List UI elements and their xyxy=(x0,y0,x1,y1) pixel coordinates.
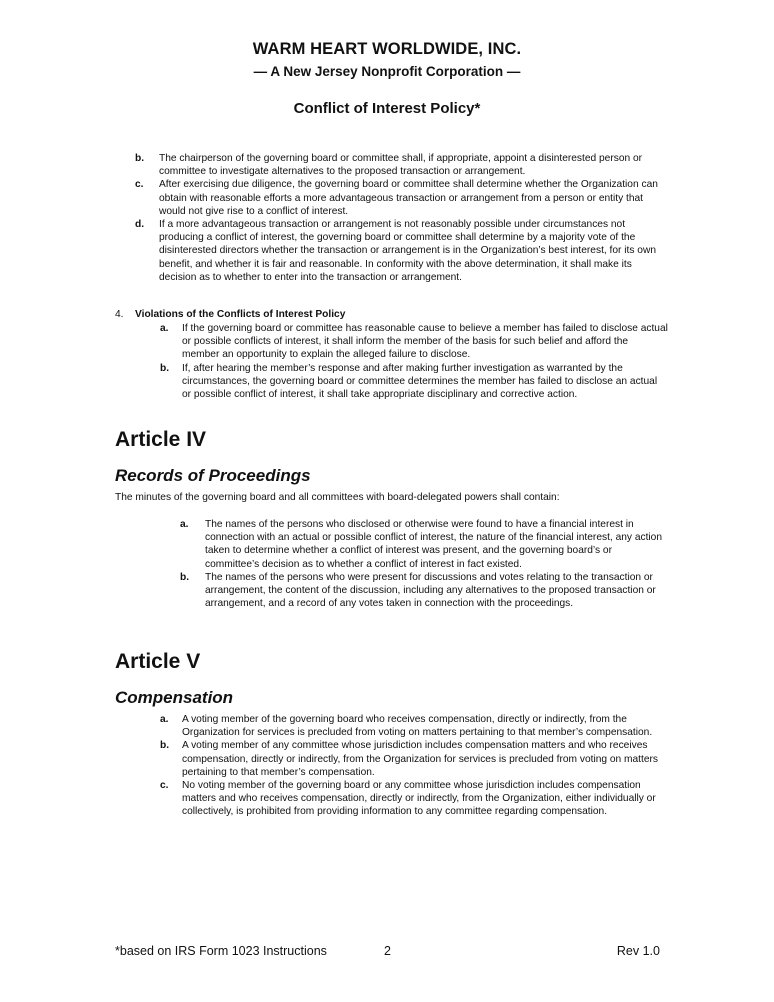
records-list xyxy=(180,518,666,610)
item-label: a. xyxy=(160,323,169,334)
list-item xyxy=(160,362,668,402)
list-item xyxy=(135,178,663,218)
continued-list xyxy=(135,152,663,284)
article-heading: Article V xyxy=(115,650,201,673)
organization-subtitle: — A New Jersey Nonprofit Corporation — xyxy=(253,64,521,79)
item-text: If, after hearing the member’s response and after making further investigation as warranted by the circumstances, the governing board or committee determines the member has failed to disclose an actual or possible conflict of interest, it shall take appropriate disciplinary and corrective action. xyxy=(182,362,658,401)
item-text: After exercising due diligence, the governing board or committee shall determine whether the Organization can obtain with reasonable efforts a more advantageous transaction or arrangement from a person or entity that would not give rise to a conflict of interest. xyxy=(159,179,658,217)
item-text: The names of the persons who were present for discussions and votes relating to the transaction or arrangement, the content of the discussion, including any alternatives to the proposed transaction or arrangement, and a record of any votes taken in connection with the proceedings. xyxy=(205,571,656,610)
item-label: c. xyxy=(135,179,144,191)
footer-note: *based on IRS Form 1023 Instructions xyxy=(115,944,327,958)
list-item xyxy=(160,739,665,779)
article-heading: Article IV xyxy=(115,428,207,451)
item-label: a. xyxy=(160,714,169,725)
item-label: d. xyxy=(135,219,145,231)
list-item xyxy=(160,322,668,362)
list-item xyxy=(180,571,666,611)
item-text: A voting member of any committee whose jurisdiction includes compensation matters and who receives compensation, directly or indirectly, from the Organization for services is precluded from voting on matters pertaining to that member’s compensation. xyxy=(182,740,658,778)
item-text: If a more advantageous transaction or arrangement is not reasonably possible under circumstances not producing a conflict of interest, the governing board or committee shall determine by a majority vote of the disinterested directors whether the transaction or arrangement is in the Organization’s best interest, for its own benefit, and whether it is fair and reasonable. In conformity with the above determination, it shall make its decision as to whether to enter into the transaction or arrangement. xyxy=(159,219,656,283)
list-item xyxy=(135,218,663,284)
section-4-list xyxy=(160,322,668,401)
section-heading: Violations of the Conflicts of Interest Policy xyxy=(135,309,346,320)
list-item xyxy=(160,779,665,819)
list-item xyxy=(180,518,666,571)
organization-name: WARM HEART WORLDWIDE, INC. xyxy=(252,40,522,58)
intro-paragraph: The minutes of the governing board and all committees with board-delegated powers shall contain: xyxy=(115,492,560,503)
item-text: The chairperson of the governing board or committee shall, if appropriate, appoint a disinterested person or committee to investigate alternatives to the proposed transaction or arrangement. xyxy=(159,153,643,178)
section-title: Records of Proceedings xyxy=(115,466,311,485)
item-label: a. xyxy=(180,519,189,530)
item-label: c. xyxy=(160,780,169,792)
section-title: Compensation xyxy=(115,688,234,707)
page-number: 2 xyxy=(384,944,391,958)
item-text: If the governing board or committee has reasonable cause to believe a member has failed to disclose actual or possible conflicts of interest, it shall inform the member of the basis for such belief and afford the member an opportunity to explain the alleged failure to disclose. xyxy=(182,323,668,361)
item-label: b. xyxy=(160,740,170,752)
document-title: Conflict of Interest Policy* xyxy=(293,100,481,117)
item-text: No voting member of the governing board or any committee whose jurisdiction includes compensation matters and who receives compensation, directly or indirectly, from the Organization, either individually or collectively, is prohibited from providing information to any committee regarding compensation. xyxy=(182,780,656,818)
revision-label: Rev 1.0 xyxy=(616,944,660,958)
item-label: b. xyxy=(135,153,145,164)
item-text: The names of the persons who disclosed or otherwise were found to have a financial interest in connection with an actual or possible conflict of interest, the nature of the financial interest, any action taken to determine whether a conflict of interest was present, and the governing board’s or committee’s decision as to whether a conflict of interest in fact existed. xyxy=(205,519,663,570)
item-label: b. xyxy=(180,571,190,583)
list-item xyxy=(135,152,663,178)
item-text: A voting member of the governing board who receives compensation, directly or indirectly, from the Organization for services is precluded from voting on matters pertaining to that member’s compensation. xyxy=(182,714,653,739)
list-item xyxy=(160,713,665,739)
section-number: 4. xyxy=(115,309,124,320)
compensation-list xyxy=(160,713,665,819)
item-label: b. xyxy=(160,362,170,374)
